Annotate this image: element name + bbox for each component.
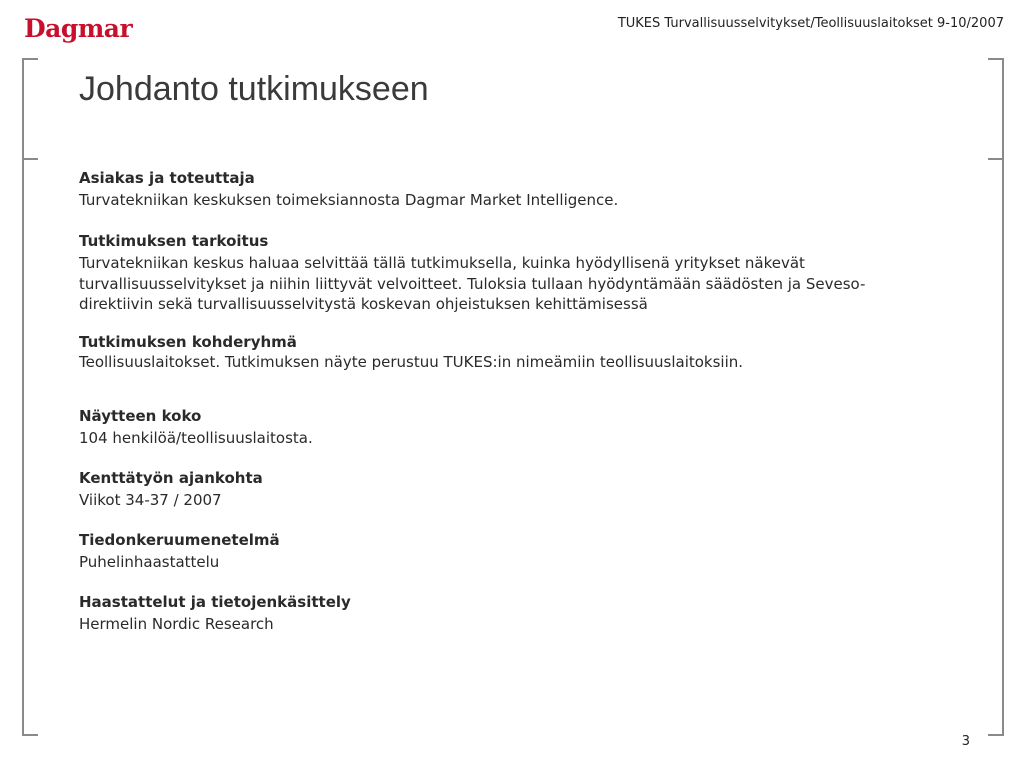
page-number: 3 xyxy=(961,734,970,749)
section-body: Viikot 34-37 / 2007 xyxy=(79,491,222,509)
section-fieldwork-period xyxy=(79,468,263,511)
section-body: Turvatekniikan keskus haluaa selvittää tällä tutkimuksella, kuinka hyödyllisenä yritykset näkevät turvallisuusselvitykset ja niihin liittyvät velvoitteet. Tuloksia tullaan hyödyntämään säädösten ja Seveso-direktiivin sekä turvallisuusselvitystä koskevan ohjeistuksen kehittämisessä xyxy=(79,254,866,313)
section-heading: Kenttätyön ajankohta xyxy=(79,469,263,487)
slide-title: Johdanto tutkimukseen xyxy=(79,70,429,108)
section-body: Turvatekniikan keskuksen toimeksiannosta Dagmar Market Intelligence. xyxy=(79,191,619,209)
header-subtitle: TUKES Turvallisuusselvitykset/Teollisuuslaitokset 9-10/2007 xyxy=(617,16,1004,31)
section-heading: Asiakas ja toteuttaja xyxy=(79,169,255,187)
section-client xyxy=(79,168,618,211)
dagmar-logo: Dagmar xyxy=(24,14,133,43)
frame-bracket-bottom-right xyxy=(988,158,1004,736)
section-target-group xyxy=(79,332,743,373)
section-interviews-processing xyxy=(79,592,351,635)
section-body: Teollisuuslaitokset. Tutkimuksen näyte perustuu TUKES:in nimeämiin teollisuuslaitoksiin. xyxy=(79,353,744,371)
section-heading: Haastattelut ja tietojenkäsittely xyxy=(79,593,351,611)
section-data-collection-method xyxy=(79,530,280,573)
section-body: Hermelin Nordic Research xyxy=(79,615,274,633)
section-purpose xyxy=(79,231,939,315)
section-heading: Tutkimuksen tarkoitus xyxy=(79,232,269,250)
section-body: Puhelinhaastattelu xyxy=(79,553,220,571)
section-heading: Tutkimuksen kohderyhmä xyxy=(79,333,297,351)
frame-bracket-top-left xyxy=(22,58,38,160)
frame-bracket-bottom-left xyxy=(22,158,38,736)
section-sample-size xyxy=(79,406,313,449)
frame-bracket-top-right xyxy=(988,58,1004,160)
section-body: 104 henkilöä/teollisuuslaitosta. xyxy=(79,429,313,447)
section-heading: Tiedonkeruumenetelmä xyxy=(79,531,280,549)
section-heading: Näytteen koko xyxy=(79,407,202,425)
